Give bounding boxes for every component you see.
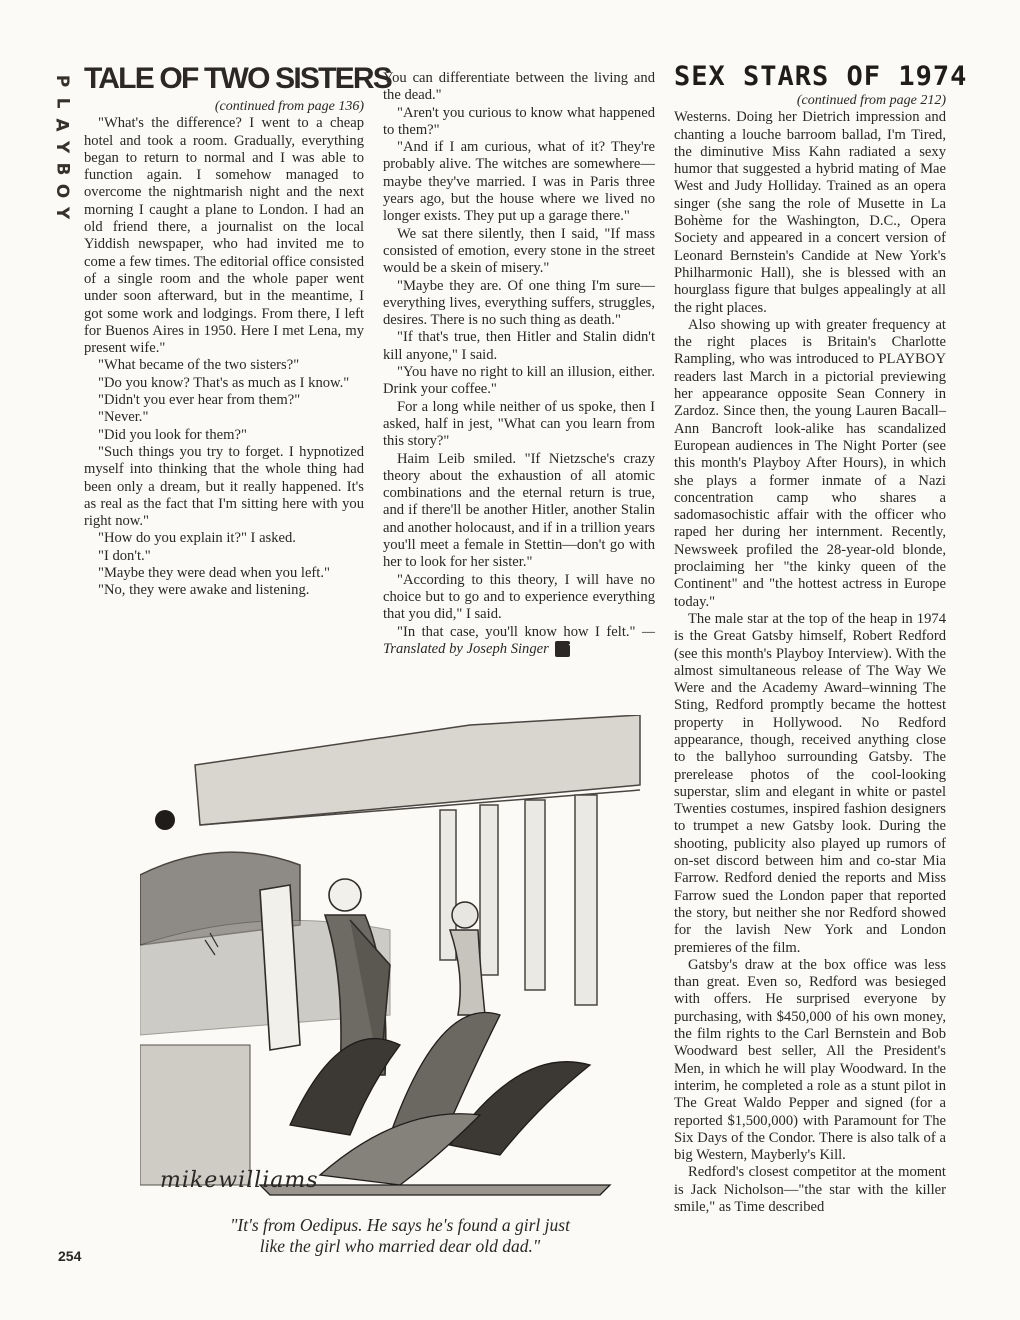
paragraph: Also showing up with greater frequency at the right places is Britain's Charlotte Rampling, who was introduced to PLAYBOY readers last March in a pictorial previewing her appearance opposite Sean Connery in Zardoz. Since then, the young Lauren Bacall–Ann Bancroft look-alike has scandalized European audiences in The Night Porter (see this month's Playboy After Hours), in which she plays a former inmate of a Nazi concentration camp who shares a sadomasochistic affair with the officer who raped her during her internment. Recently, Newsweek profiled the 28-year-old blonde, proclaiming her "the kinky queen of the Continent" and "the hottest actress in Europe today." — [674, 316, 946, 610]
paragraph: You can differentiate between the living and the dead." — [383, 70, 655, 104]
paragraph: "Such things you try to forget. I hypnotized myself into thinking that the whole thing had been only a dream, but it really happened. It's as real as the fact that I'm sitting here with you right now." — [84, 443, 364, 530]
final-paragraph — [383, 624, 655, 659]
paragraph: "Maybe they are. Of one thing I'm sure—everything lives, everything suffers, struggles, desires. There is no such thing as death." — [383, 277, 655, 329]
paragraph: "Do you know? That's as much as I know." — [98, 374, 350, 391]
moon-icon — [155, 810, 175, 830]
mag-letter: B — [52, 162, 72, 176]
story1-column1 — [84, 62, 391, 600]
paragraph: "What became of the two sisters?" — [98, 357, 300, 374]
paragraph-text: "In that case, you'll know how I felt." — [397, 623, 636, 640]
mag-letter: A — [51, 118, 72, 132]
paragraph: "What's the difference? I went to a cheap hotel and took a room. Gradually, everything began to return to normal and I was able to function again. I somehow managed to overcome the nightmarish night and the next morning I caught a plane to London. I had an old friend there, a journalist on the local Yiddish newspaper, who had invited me to come a few times. The editorial office consisted of a single room and the whole paper went under soon afterward, but in the meantime, I got some work and lodgings. From there, I left for Buenos Aires in 1950. Here I met Lena, my present wife." — [84, 115, 364, 357]
mag-letter: Y — [52, 206, 72, 220]
mag-letter: Y — [52, 140, 72, 154]
mag-letter: P — [52, 74, 72, 88]
story1-column2 — [383, 70, 655, 658]
mag-letter: L — [52, 97, 72, 109]
paragraph: Westerns. Doing her Dietrich impression and chanting a louche barroom ballad, I'm Tired, the diminutive Miss Kahn radiated a sexy humor that suggested a hybrid mating of Mae West and Judy Holliday. Trained as an opera singer (she sang the role of Musette in La Bohème for the Washington, D.C., Opera Society and appeared in a concert version of Leonard Bernstein's Candide at New York's Philharmonic Hall), she is blessed with an hourglass figure that bulges appealingly at all the right places. — [674, 109, 946, 316]
paragraph: "No, they were awake and listening. — [98, 582, 310, 599]
mag-letter: O — [51, 183, 72, 199]
end-mark-icon: Y — [555, 641, 570, 657]
paragraph: "You have no right to kill an illusion, either. Drink your coffee." — [383, 364, 655, 398]
paragraph: "Never." — [98, 409, 149, 426]
paragraph: "Did you look for them?" — [98, 426, 247, 443]
page-number: 254 — [58, 1248, 82, 1264]
story1-continued: (continued from page 136) — [214, 99, 364, 114]
paragraph: "Didn't you ever hear from them?" — [98, 392, 301, 409]
paragraph: For a long while neither of us spoke, then I asked, half in jest, "What can you learn from this story?" — [383, 398, 655, 450]
paragraph: Haim Leib smiled. "If Nietzsche's crazy theory about the exhaustion of all atomic combinations and the eternal return is true, and if there'll be another Hitler, another Stalin and another holocaust, and if in a trillion years you'll meet a female in Stettin—don't go with her to look for her sister." — [383, 450, 655, 571]
cartoon-illustration — [140, 715, 660, 1205]
paragraph: Redford's closest competitor at the moment is Jack Nicholson—"the star with the killer smile," as Time described — [674, 1164, 946, 1215]
paragraph: "According to this theory, I will have no choice but to go and to experience everything that you did," I said. — [383, 571, 655, 623]
story2-continued: (continued from page 212) — [796, 93, 946, 108]
paragraph: "Aren't you curious to know what happened to them?" — [383, 104, 655, 138]
paragraph: "And if I am curious, what of it? They're probably alive. The witches are somewhere—maybe they've married. I was in Paris three years ago, but the house where we lived no longer exists. They put up a garage there." — [383, 139, 655, 225]
paragraph: We sat there silently, then I said, "If mass consisted of emotion, every stone in the street would be a skein of misery." — [383, 225, 655, 277]
paragraph: "Maybe they were dead when you left." — [98, 565, 330, 582]
caption-line: "It's from Oedipus. He says he's found a girl just — [230, 1215, 570, 1235]
translator-credit: —Translated by Joseph Singer — [383, 623, 655, 657]
paragraph: "How do you explain it?" I asked. — [98, 530, 296, 547]
paragraph: The male star at the top of the heap in 1974 is the Great Gatsby himself, Robert Redford (see this month's Playboy Interview). With the almost simultaneous release of The Way We Were and the Academy Award–winning The Sting, Redford promptly became the hottest property in Hollywood. No Redford appearance, though, received anything close to the ballyhoo surrounding Gatsby. The prerelease photos of the cool-looking superstar, slim and elegant in white or pastel Twenties costumes, inspired fashion designers to trumpet a new Gatsby look. During the shooting, publicity also played up rumors of on-set discord between him and co-star Mia Farrow. Redford denied the reports and Miss Farrow sued the London paper that reported the story, but neither she nor Redford showed for the lavish New York and London premieres of the film. — [674, 610, 946, 956]
cartoonist-signature: mikewilliams — [160, 1168, 319, 1193]
paragraph: Gatsby's draw at the box office was less than great. Even so, Redford was besieged with offers. He surprised everyone by purchasing, with $450,000 of his own money, the film rights to the Carl Bernstein and Bob Woodward best seller, All the President's Men, in which he will play Woodward. In the interim, he completed a role as a stunt pilot in The Great Waldo Pepper and signed (for a reported $1,500,000) with Paramount for The Six Days of the Condor. There is also talk of a big Western, Mayberly's Kill. — [674, 956, 946, 1164]
paragraph: "I don't." — [98, 547, 151, 564]
story1-title: TALE OF TWO SISTERS — [84, 62, 391, 95]
story2-column — [674, 61, 968, 1216]
cartoon-caption — [150, 1215, 650, 1257]
magazine-name-vertical — [52, 70, 72, 224]
caption-line: like the girl who married dear old dad." — [259, 1236, 541, 1256]
story2-title: SEX STARS OF 1974 — [674, 61, 968, 92]
paragraph: "If that's true, then Hitler and Stalin didn't kill anyone," I said. — [383, 329, 655, 363]
